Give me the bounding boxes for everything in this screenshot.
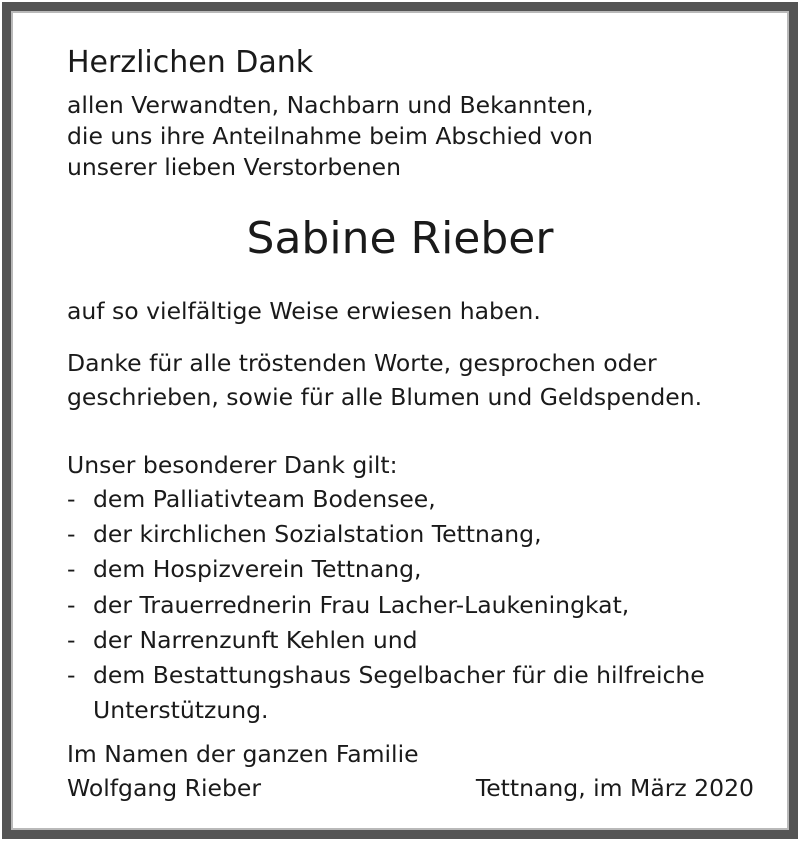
notice-outer-frame xyxy=(2,2,798,839)
dash-bullet: - xyxy=(67,625,76,654)
special-thanks-list xyxy=(67,482,705,728)
dash-bullet: - xyxy=(67,520,76,549)
list-item-text: der Trauerrednerin Frau Lacher-Laukeningkat, xyxy=(93,590,630,619)
signature-line: Im Namen der ganzen Familie xyxy=(67,740,419,768)
paragraph-gratitude: auf so vielfältige Weise erwiesen haben. xyxy=(67,297,541,325)
paragraph-line: geschrieben, sowie für alle Blumen und Geldspenden. xyxy=(67,383,703,411)
list-item-text-continued: Unterstützung. xyxy=(93,696,269,725)
list-item xyxy=(67,482,705,517)
list-item-text: dem Palliativteam Bodensee, xyxy=(93,485,436,513)
paragraph-line: Danke für alle tröstenden Worte, gesprochen oder xyxy=(67,349,657,377)
signature-block xyxy=(67,737,419,805)
notice-heading: Herzlichen Dank xyxy=(67,45,314,80)
deceased-name: Sabine Rieber xyxy=(246,213,554,264)
list-item-text: der Narrenzunft Kehlen und xyxy=(93,625,418,654)
paragraph-condolences xyxy=(67,346,702,414)
dash-bullet: - xyxy=(67,555,76,584)
dash-bullet: - xyxy=(67,661,76,690)
list-item xyxy=(67,588,705,623)
list-item xyxy=(67,552,705,587)
signature-name: Wolfgang Rieber xyxy=(67,774,261,802)
notice-card xyxy=(11,11,789,830)
intro-text xyxy=(67,90,594,183)
list-item xyxy=(67,658,705,728)
list-item-text: dem Hospizverein Tettnang, xyxy=(93,555,422,584)
list-item-text: der kirchlichen Sozialstation Tettnang, xyxy=(93,520,542,549)
intro-line: die uns ihre Anteilnahme beim Abschied von xyxy=(67,122,593,150)
list-item xyxy=(67,623,705,658)
special-thanks-heading: Unser besonderer Dank gilt: xyxy=(67,451,398,479)
place-and-date: Tettnang, im März 2020 xyxy=(475,774,754,802)
list-item xyxy=(67,517,705,552)
dash-bullet: - xyxy=(67,590,76,619)
intro-line: unserer lieben Verstorbenen xyxy=(67,153,401,181)
dash-bullet: - xyxy=(67,485,76,513)
list-item-text: dem Bestattungshaus Segelbacher für die hilfreiche xyxy=(93,661,705,690)
intro-line: allen Verwandten, Nachbarn und Bekannten, xyxy=(67,91,594,119)
